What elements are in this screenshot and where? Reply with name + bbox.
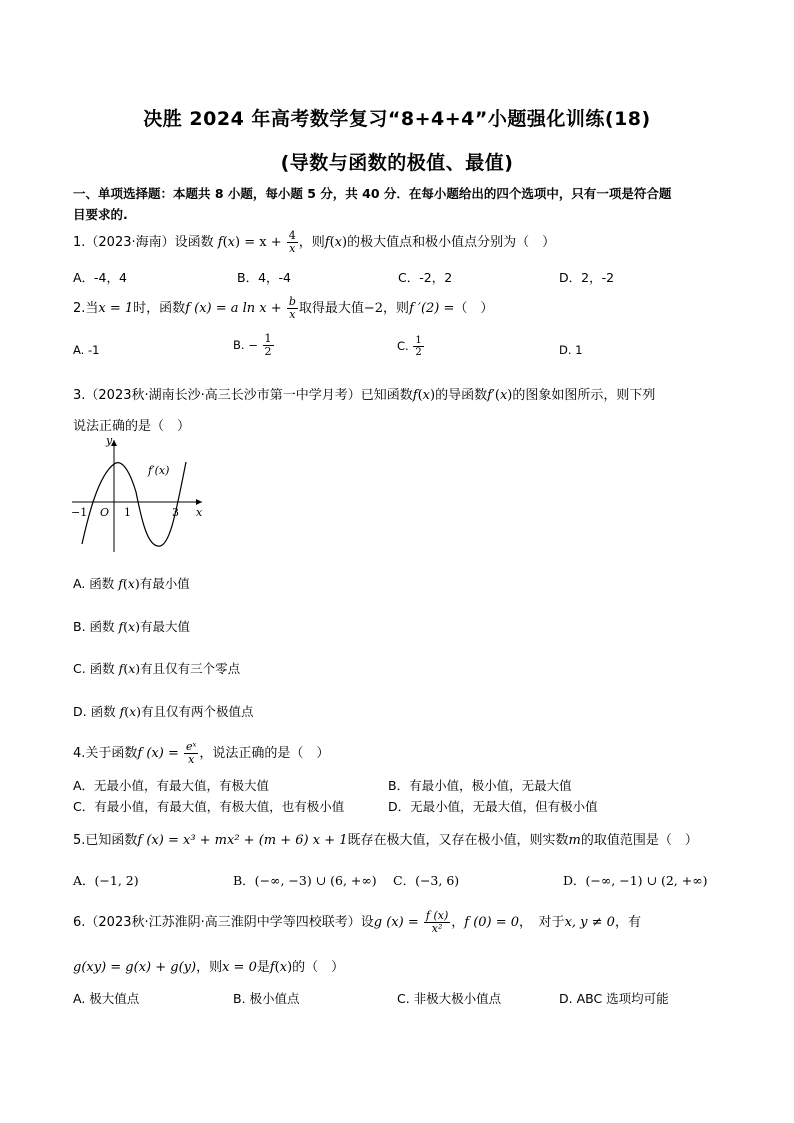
q6-tail: ，有 (614, 915, 641, 931)
q2-b-num: 1 (264, 332, 272, 345)
q4-option-c: C．有最小值，有最大值，有极大值，也有极小值 (73, 799, 345, 814)
q2-b-sign: − (248, 338, 258, 353)
question-3-cont: 说法正确的是（ ） (73, 419, 191, 434)
q5-option-a: A．(−1, 2) (73, 873, 139, 888)
q2-b-label: B. (233, 338, 245, 353)
q1-tail: 的极大值点和极小值点分别为（ ） (347, 235, 556, 251)
q6-mid2: ， 对于 (519, 915, 565, 931)
q3-option-b: B. 函数 f(x)有最大值 (73, 619, 191, 634)
q2-mid2: 取得最大值 (298, 301, 364, 317)
q6-option-c: C. 非极大极小值点 (397, 991, 502, 1006)
q1-x: x (227, 235, 235, 251)
q2-c-den: 2 (415, 347, 422, 358)
q5-mid: 既存在极大值，又存在极小值，则实数 (347, 833, 569, 848)
q6-g: g (x) = (373, 915, 419, 931)
question-1: 1.（2023·海南）设函数 f(x) = x + $\frac{4}{x}$ ，则f(x)的极大值点和极小值点分别为（ ） (73, 229, 556, 256)
q6-line2d: 是 (256, 960, 270, 975)
q6-option-d: D. ABC 选项均可能 (559, 991, 669, 1006)
tick-3: 3 (172, 506, 179, 519)
q1-fraction (287, 230, 298, 255)
question-4 (73, 741, 329, 766)
q4-num: eˣ (186, 740, 197, 753)
q3-b-label: B. 函数 (73, 619, 115, 634)
q5-option-c: C．(−3, 6) (393, 873, 460, 888)
q3-d-tail: 有且仅有两个极值点 (141, 704, 254, 719)
q2-b-frac (263, 333, 274, 358)
q3-line1b: 的导函数 (435, 388, 488, 403)
q2-fraction (287, 296, 298, 321)
q6-den: x² (431, 922, 443, 936)
question-6 (73, 910, 641, 935)
q2-den: x (289, 308, 296, 322)
q4-func: f (x) = (137, 746, 179, 762)
x-axis-label: x (196, 506, 203, 519)
q2-maxv: −2 (363, 301, 384, 317)
q4-option-d: D．无最小值，无最大值，但有极小值 (388, 799, 598, 814)
q2-c-label: C. (397, 339, 409, 353)
q6-f0: f (0) = 0 (464, 915, 520, 931)
q3-a-tail: 有最小值 (139, 576, 190, 591)
q1-eq: ) = x + (235, 235, 282, 251)
derivative-graph (68, 432, 218, 557)
q2-tail: （ ） (454, 301, 494, 317)
question-6-cont: g(xy) = g(x) + g(y)，则x = 0是f(x)的（ ） (73, 960, 345, 975)
q3-option-a: A. 函数 f(x)有最小值 (73, 576, 190, 591)
q6-num: f (x) (425, 909, 449, 922)
q1-mid: ，则 (298, 235, 325, 251)
page-title: 决胜 2024 年高考数学复习“8+4+4”小题强化训练(18) (143, 108, 651, 130)
q6-option-b: B. 极小值点 (233, 991, 300, 1006)
q6-line2c: x = 0 (222, 960, 257, 975)
q5-option-b: B．(−∞, −3) ∪ (6, +∞) (233, 873, 377, 888)
q3-line1a: 3.（2023秋·湖南长沙·高三长沙市第一中学月考）已知函数 (73, 388, 413, 403)
page-subtitle: (导数与函数的极值、最值) (280, 152, 514, 174)
curve-label: f′(x) (148, 464, 170, 477)
q6-mid: ， (451, 915, 465, 931)
question-2 (73, 296, 493, 321)
q1-option-c: C．-2，2 (398, 270, 453, 285)
q5-tail: 的取值范围是（ ） (580, 833, 698, 848)
q5-option-d: D．(−∞, −1) ∪ (2, +∞) (563, 873, 708, 888)
q1-den: x (289, 242, 296, 256)
section-heading: 一、单项选择题：本题共 8 小题，每小题 5 分，共 40 分．在每小题给出的四个选项中，只有一项是符合题 (73, 186, 672, 201)
q3-c-tail: 有且仅有三个零点 (140, 661, 241, 676)
y-axis-label: y (106, 434, 113, 447)
q4-den: x (188, 753, 195, 767)
q2-cond: x = 1 (98, 301, 134, 317)
q4-option-b: B．有最小值，极小值，无最大值 (388, 778, 572, 793)
q1-option-b: B．4，-4 (237, 270, 291, 285)
section-heading-cont: 目要求的. (73, 207, 128, 222)
tick-neg1: −1 (71, 506, 88, 519)
q6-xy: x, y ≠ 0 (564, 915, 615, 931)
q2-option-a: A. -1 (73, 343, 100, 357)
q2-option-b (233, 333, 275, 358)
q6-line2e: 的（ ） (292, 960, 345, 975)
q1-option-d: D．2，-2 (559, 270, 615, 285)
q3-b-tail: 有最大值 (140, 619, 191, 634)
origin-label: O (100, 506, 110, 519)
q2-func: f (x) = a ln x + (185, 301, 282, 317)
q2-ask: f ′(2) = (409, 301, 455, 317)
q6-line2b: ，则 (196, 960, 223, 975)
q3-line1c: 的图象如图所示，则下列 (512, 388, 656, 403)
q2-prefix: 2.当 (73, 301, 99, 317)
q4-tail: ，说法正确的是（ ） (199, 746, 330, 762)
q2-c-num: 1 (415, 335, 422, 346)
q6-line2a: g(xy) = g(x) + g(y) (73, 960, 197, 975)
q3-d-label: D. 函数 (73, 704, 116, 719)
q1-f: f (217, 235, 223, 251)
q2-num: b (288, 295, 296, 308)
derivative-curve (82, 462, 186, 546)
question-5 (73, 829, 698, 848)
q2-b-den: 2 (264, 345, 272, 359)
q5-func: f (x) = x³ + mx² + (m + 6) x + 1 (137, 833, 348, 848)
q1-num: 4 (288, 229, 296, 242)
q3-option-c: C. 函数 f(x)有且仅有三个零点 (73, 661, 241, 676)
q6-prefix: 6.（2023秋·江苏淮阴·高三淮阴中学等四校联考）设 (73, 915, 374, 931)
q4-option-a: A．无最小值，有最大值，有极大值 (73, 778, 270, 793)
q2-mid3: ，则 (383, 301, 410, 317)
q3-a-label: A. 函数 (73, 576, 115, 591)
q4-fraction (184, 741, 198, 766)
q2-c-frac (413, 335, 423, 358)
q6-fraction (424, 910, 450, 935)
q4-prefix: 4.关于函数 (73, 746, 138, 762)
q5-m: m (568, 833, 581, 848)
q2-option-d: D. 1 (559, 343, 583, 357)
q5-prefix: 5.已知函数 (73, 833, 138, 848)
q3-option-d: D. 函数 f(x)有且仅有两个极值点 (73, 704, 254, 719)
question-3: 3.（2023秋·湖南长沙·高三长沙市第一中学月考）已知函数f(x)的导函数f′(x)的图象如图所示，则下列 (73, 388, 656, 403)
tick-1: 1 (124, 506, 131, 519)
q1-option-a: A．-4，4 (73, 270, 127, 285)
q1-prefix: 1.（2023·海南）设函数 (73, 235, 214, 251)
q6-option-a: A. 极大值点 (73, 991, 140, 1006)
q2-option-c (397, 335, 425, 358)
q3-c-label: C. 函数 (73, 661, 115, 676)
q2-mid: 时，函数 (133, 301, 186, 317)
